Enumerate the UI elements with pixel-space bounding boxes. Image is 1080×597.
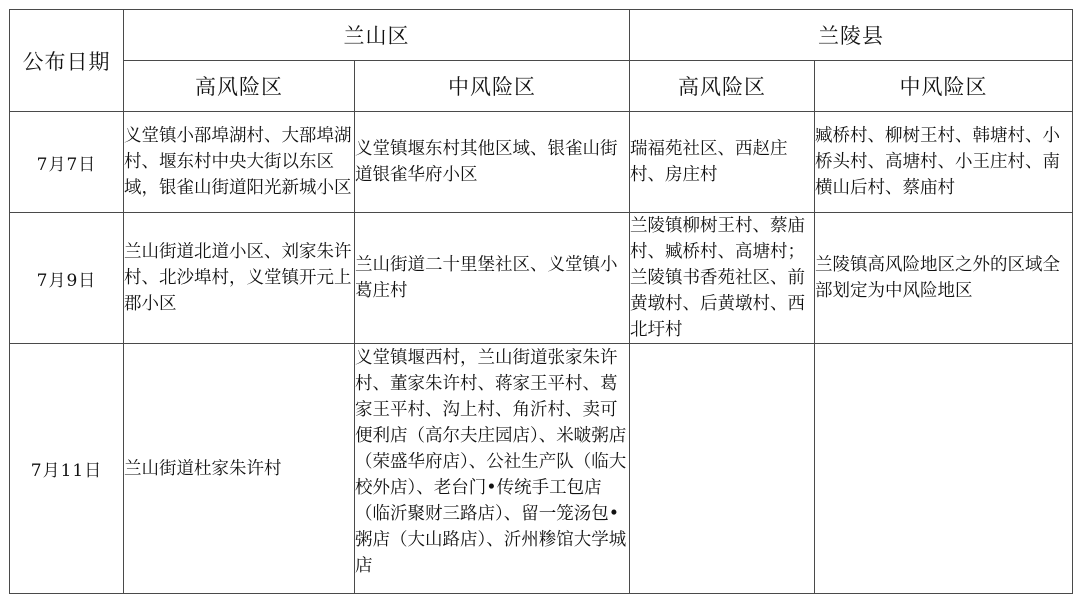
lanling-high-risk-header: 高风险区 <box>630 61 815 112</box>
table-row <box>10 344 1073 594</box>
lanshan-high-risk-cell: 义堂镇小郚埠湖村、大郚埠湖村、堰东村中央大街以东区域，银雀山街道阳光新城小区 <box>124 112 355 213</box>
lanling-high-risk-cell: 兰陵镇柳树王村、蔡庙村、臧桥村、高塘村；兰陵镇书香苑社区、前黄墩村、后黄墩村、西北圩村 <box>630 213 815 344</box>
date-cell: 7月9日 <box>10 213 124 344</box>
table-row <box>10 213 1073 344</box>
lanshan-medium-risk-cell: 义堂镇堰西村，兰山街道张家朱许村、董家朱许村、蒋家王平村、葛家王平村、沟上村、角沂村、卖可便利店（高尔夫庄园店）、米啵粥店（荣盛华府店）、公社生产队（临大校外店）、老台门•传统手工包店（临沂聚财三路店）、留一笼汤包•粥店（大山路店）、沂州糁馆大学城店 <box>355 344 630 594</box>
lanling-high-risk-cell: 瑞福苑社区、西赵庄村、房庄村 <box>630 112 815 213</box>
lanling-medium-risk-header: 中风险区 <box>815 61 1073 112</box>
date-cell: 7月7日 <box>10 112 124 213</box>
lanshan-high-risk-cell: 兰山街道北道小区、刘家朱许村、北沙埠村，义堂镇开元上郡小区 <box>124 213 355 344</box>
lanling-high-risk-cell <box>630 344 815 594</box>
table-row <box>10 112 1073 213</box>
date-column-header: 公布日期 <box>10 10 124 112</box>
lanling-county-header: 兰陵县 <box>630 10 1073 61</box>
lanshan-medium-risk-cell: 义堂镇堰东村其他区域、银雀山街道银雀华府小区 <box>355 112 630 213</box>
lanshan-medium-risk-cell: 兰山街道二十里堡社区、义堂镇小葛庄村 <box>355 213 630 344</box>
header-row-risk-levels <box>10 61 1073 112</box>
risk-area-table <box>9 9 1073 594</box>
header-row-districts <box>10 10 1073 61</box>
date-cell: 7月11日 <box>10 344 124 594</box>
lanshan-district-header: 兰山区 <box>124 10 630 61</box>
lanshan-high-risk-header: 高风险区 <box>124 61 355 112</box>
lanshan-medium-risk-header: 中风险区 <box>355 61 630 112</box>
lanling-medium-risk-cell: 臧桥村、柳树王村、韩塘村、小桥头村、高塘村、小王庄村、南横山后村、蔡庙村 <box>815 112 1073 213</box>
lanling-medium-risk-cell <box>815 344 1073 594</box>
lanshan-high-risk-cell: 兰山街道杜家朱许村 <box>124 344 355 594</box>
lanling-medium-risk-cell: 兰陵镇高风险地区之外的区域全部划定为中风险地区 <box>815 213 1073 344</box>
